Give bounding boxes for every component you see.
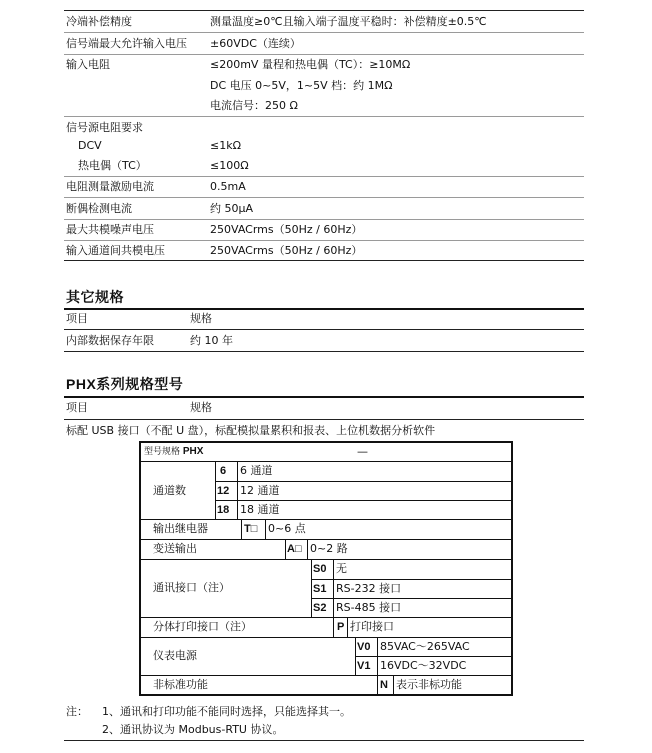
option-code: A□ [287, 543, 302, 555]
option-desc: 85VAC～265VAC [380, 640, 470, 653]
table-rule [64, 116, 584, 117]
spec-label: 热电偶（TC） [78, 159, 147, 172]
grid-line [215, 481, 511, 482]
spec-value: 约 10 年 [190, 334, 233, 347]
table-rule [64, 396, 584, 398]
option-code: V1 [357, 660, 371, 672]
option-desc: 0~6 点 [268, 522, 306, 535]
spec-label: 电阻测量激励电流 [66, 180, 154, 193]
column-header-spec: 规格 [190, 401, 212, 414]
model-header-text: 型号规格 [144, 447, 181, 457]
spec-value: 250VACrms（50Hz / 60Hz） [210, 244, 363, 257]
grid-line [311, 559, 312, 617]
grid-line [141, 461, 511, 462]
nonstd-label: 非标准功能 [153, 678, 208, 691]
series-name: PHX [66, 376, 97, 392]
column-header-item: 项目 [66, 312, 88, 325]
grid-line [333, 617, 334, 637]
option-code: 12 [217, 485, 230, 497]
grid-line [241, 519, 242, 539]
grid-line [355, 656, 511, 657]
model-header-label [144, 445, 203, 459]
notes-prefix: 注： [66, 705, 88, 718]
option-code: T□ [244, 523, 258, 535]
grid-line [215, 500, 511, 501]
spec-value: ≤1kΩ [210, 139, 241, 152]
section-title-suffix: 系列规格型号 [96, 377, 184, 393]
transmit-label: 变送输出 [153, 542, 197, 555]
grid-line [311, 598, 511, 599]
option-code: N [380, 679, 388, 691]
spec-label: 输入电阻 [66, 58, 110, 71]
option-desc: 0~2 路 [310, 542, 348, 555]
grid-line [333, 559, 334, 617]
table-rule [64, 10, 584, 11]
section-title-phx [66, 374, 183, 394]
option-code: 6 [220, 465, 227, 477]
option-desc: 18 通道 [240, 503, 280, 516]
grid-line [355, 637, 356, 675]
table-rule [64, 240, 584, 241]
grid-line [265, 519, 266, 539]
power-label: 仪表电源 [153, 649, 197, 662]
spec-label: DCV [78, 139, 102, 152]
spec-label: 内部数据保存年限 [66, 334, 154, 347]
spec-label: 信号源电阻要求 [66, 121, 143, 134]
grid-line [237, 461, 238, 519]
option-desc: 16VDC～32VDC [380, 659, 467, 672]
column-header-item: 项目 [66, 401, 88, 414]
note-line: 2、通讯协议为 Modbus-RTU 协议。 [102, 723, 284, 736]
grid-line [141, 539, 511, 540]
model-header-dash: — [357, 445, 368, 458]
option-desc: RS-485 接口 [336, 601, 402, 614]
relay-label: 输出继电器 [153, 522, 208, 535]
spec-label: 断偶检测电流 [66, 202, 132, 215]
note-line: 1、通讯和打印功能不能同时选择，只能选择其一。 [102, 705, 351, 718]
option-code: S2 [313, 602, 327, 614]
spec-value: 测量温度≥0℃且输入端子温度平稳时：补偿精度±0.5℃ [210, 15, 487, 28]
table-rule [64, 419, 584, 420]
option-code: 18 [217, 504, 230, 516]
option-desc: RS-232 接口 [336, 582, 402, 595]
spec-value: ≤100Ω [210, 159, 249, 172]
grid-line [377, 675, 378, 694]
option-code: P [337, 621, 345, 633]
grid-line [141, 617, 511, 618]
spec-label: 最大共模噪声电压 [66, 223, 154, 236]
grid-line [311, 579, 511, 580]
grid-line [215, 461, 216, 519]
option-desc: 打印接口 [350, 620, 394, 633]
grid-line [141, 559, 511, 560]
spec-label: 输入通道间共模电压 [66, 244, 165, 257]
spec-value: 约 50μA [210, 202, 254, 215]
table-rule [64, 329, 584, 330]
spec-value: DC 电压 0~5V，1~5V 档：约 1MΩ [210, 79, 393, 92]
option-desc: 表示非标功能 [396, 678, 462, 691]
grid-line [307, 539, 308, 559]
spec-label: 信号端最大允许输入电压 [66, 37, 187, 50]
section-title-other: 其它规格 [66, 290, 124, 306]
option-desc: 6 通道 [240, 464, 273, 477]
column-header-spec: 规格 [190, 312, 212, 325]
option-code: V0 [357, 641, 371, 653]
grid-line [141, 519, 511, 520]
option-desc: 无 [336, 562, 347, 575]
table-rule [64, 260, 584, 261]
spec-value: 250VACrms（50Hz / 60Hz） [210, 223, 363, 236]
table-rule [64, 32, 584, 33]
grid-line [347, 617, 348, 637]
table-rule [64, 176, 584, 177]
grid-line [377, 637, 378, 675]
phx-note-line: 标配 USB 接口（不配 U 盘），标配模拟量累积和报表、上位机数据分析软件 [66, 424, 436, 437]
print-label: 分体打印接口（注） [153, 620, 252, 633]
table-rule [64, 197, 584, 198]
option-code: S0 [313, 563, 327, 575]
grid-line [393, 675, 394, 694]
option-code: S1 [313, 583, 327, 595]
model-header-code: PHX [182, 446, 204, 457]
grid-line [141, 675, 511, 676]
option-desc: 12 通道 [240, 484, 280, 497]
grid-line [141, 637, 511, 638]
model-code-table [139, 441, 513, 696]
spec-value: ≤200mV 量程和热电偶（TC）：≥10MΩ [210, 58, 411, 71]
grid-line [285, 539, 286, 559]
table-rule [64, 740, 584, 741]
channels-label: 通道数 [153, 484, 186, 497]
spec-value: 0.5mA [210, 180, 246, 193]
table-rule [64, 308, 584, 310]
spec-value: ±60VDC（连续） [210, 37, 301, 50]
table-rule [64, 54, 584, 55]
comm-label: 通讯接口（注） [153, 581, 230, 594]
spec-value: 电流信号：250 Ω [210, 99, 298, 112]
table-rule [64, 219, 584, 220]
table-rule [64, 351, 584, 352]
spec-label: 冷端补偿精度 [66, 15, 132, 28]
